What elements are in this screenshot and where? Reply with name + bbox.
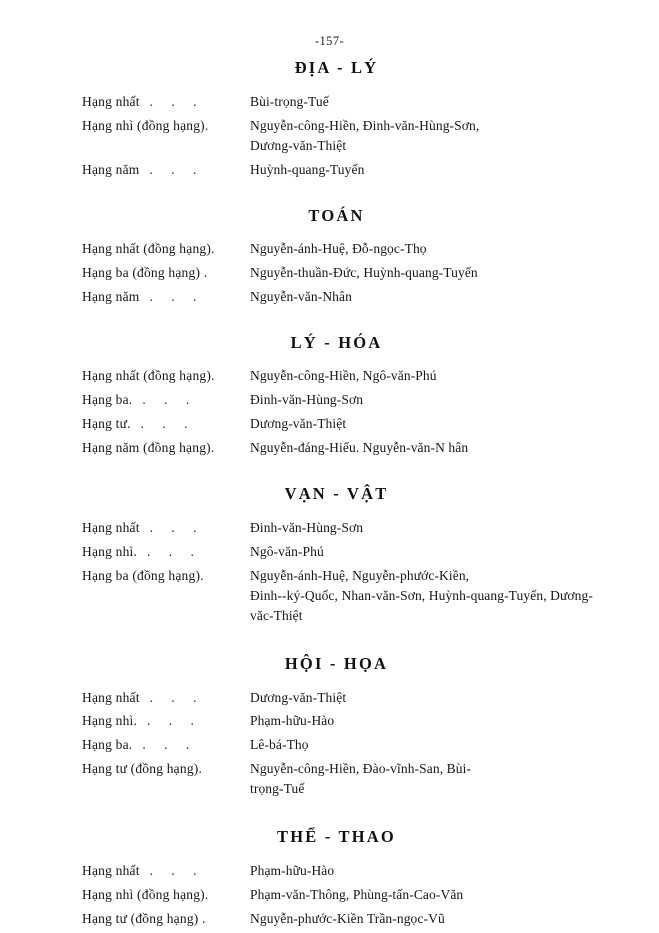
names-line: Đinh-văn-Hùng-Sơn [250,519,364,535]
names-line: Dương-văn-Thiệt [250,689,347,705]
rank-row [0,735,659,755]
rank-row [0,366,659,386]
rank-label [82,438,250,458]
rank-text: Hạng nhì (đồng hạng). [82,117,209,133]
rank-row [0,518,659,538]
rank-text: Hạng tư (đồng hạng) . [82,911,206,927]
rank-row [0,239,659,259]
rank-text: Hạng tư (đồng hạng). [82,761,203,777]
rank-names [250,92,659,112]
rank-names [250,287,659,307]
names-line: Nguyễn-công-Hiền, Đào-vĩnh-San, Bùi- [250,761,472,777]
rank-names [250,366,659,386]
rank-text: Hạng ba (đồng hạng) . [82,264,208,280]
rank-label [82,414,250,434]
names-line: Phạm-hữu-Hào [250,713,335,729]
rank-label [82,711,250,731]
names-line: Dương-văn-Thiệt [250,415,347,431]
rank-row [0,566,659,626]
names-line: Bùi-trọng-Tuế [250,94,329,109]
rank-label [82,566,250,586]
section-heading: THỂ - THAO [277,827,396,847]
rank-text: Hạng năm (đồng hạng). [82,439,215,455]
names-line: Nguyễn-văn-Nhân [250,288,352,304]
rank-label [82,885,250,905]
rank-names [250,518,659,538]
names-line: Nguyễn-phước-Kiền Trần-ngọc-Vũ [250,911,445,927]
rank-names [250,885,659,905]
rank-names [250,542,659,562]
names-continuation: trọng-Tuế [250,781,305,797]
rank-text: Hạng nhất [82,863,140,879]
rank-names [250,160,659,180]
rank-text: Hạng tư. [82,415,131,431]
section-heading: VẠN - VẬT [284,483,389,503]
names-line: Phạm-văn-Thông, Phùng-tấn-Cao-Văn [250,887,464,903]
rank-label [82,735,250,755]
rank-row [0,390,659,410]
rank-row [0,287,659,307]
rank-text: Hạng nhì. [82,713,138,729]
names-line: Đinh-văn-Hùng-Sơn [250,391,364,407]
section-heading: ĐỊA - LÝ [294,58,379,77]
rank-names [250,759,659,799]
rank-label [82,688,250,708]
rank-row [0,711,659,731]
leader-dots: . . . [147,543,202,559]
rank-label [82,160,250,180]
names-continuation: Đinh--ký-Quốc, Nhan-văn-Sơn, Huỳnh-quang-Tuyến, Dương-văc-Thiệt [250,587,593,623]
section-ly-hoa [0,333,659,458]
names-line: Ngô-văn-Phú [250,543,324,559]
section-dia-ly [0,58,659,180]
names-continuation: Dương-văn-Thiệt [250,137,347,153]
rank-rows [0,518,659,626]
rank-text: Hạng nhất [82,94,140,109]
leader-dots: . . . [149,519,205,535]
rank-row [0,861,659,881]
leader-dots: . . . [142,391,197,407]
names-line: Huỳnh-quang-Tuyến [250,161,365,177]
rank-names [250,566,659,626]
rank-rows [0,861,659,929]
names-line: Nguyễn-ánh-Huệ, Đỗ-ngọc-Thọ [250,240,427,256]
rank-row [0,909,659,929]
rank-names [250,438,659,458]
section-heading: LÝ - HÓA [290,332,383,352]
rank-names [250,735,659,755]
leader-dots: . . . [149,863,205,879]
names-line: Nguyễn-công-Hiền, Đinh-văn-Hùng-Sơn, [250,117,480,133]
section-van-vat [0,484,659,626]
page-number: -157- [314,34,345,48]
rank-names [250,711,659,731]
section-hoi-hoa [0,654,659,800]
rank-row [0,116,659,156]
names-line: Nguyễn-ánh-Huệ, Nguyễn-phước-Kiền, [250,567,470,583]
rank-label [82,263,250,283]
rank-names [250,390,659,410]
rank-text: Hạng nhì (đồng hạng). [82,887,209,903]
leader-dots: . . . [140,415,196,431]
names-line: Lê-bá-Thọ [250,737,309,753]
rank-row [0,263,659,283]
rank-names [250,263,659,283]
rank-rows [0,92,659,180]
rank-row [0,759,659,799]
rank-text: Hạng nhì. [82,543,138,559]
rank-label [82,92,250,112]
rank-text: Hạng nhất [82,519,140,535]
section-heading: HỘI - HỌA [284,653,389,673]
rank-names [250,861,659,881]
rank-label [82,542,250,562]
names-line: Nguyễn-đáng-Hiếu. Nguyễn-văn-N hân [250,439,469,455]
rank-row [0,542,659,562]
rank-label [82,518,250,538]
rank-text: Hạng năm [82,288,140,304]
names-line: Nguyễn-công-Hiền, Ngô-văn-Phú [250,367,437,383]
rank-label [82,287,250,307]
rank-rows [0,688,659,800]
rank-row [0,438,659,458]
rank-text: Hạng ba (đồng hạng). [82,567,204,583]
leader-dots: . . . [142,737,197,753]
rank-row [0,160,659,180]
rank-label [82,861,250,881]
rank-rows [0,239,659,307]
leader-dots: . . . [149,161,204,177]
rank-row [0,688,659,708]
rank-rows [0,366,659,458]
rank-label [82,239,250,259]
leader-dots: . . . [149,288,204,304]
award-list-body [0,58,659,933]
rank-row [0,885,659,905]
rank-label [82,366,250,386]
rank-row [0,414,659,434]
rank-text: Hạng ba. [82,391,133,407]
rank-names [250,909,659,929]
names-line: Nguyễn-thuần-Đức, Huỳnh-quang-Tuyến [250,264,478,280]
leader-dots: . . . [147,713,202,729]
leader-dots: . . . [149,689,205,705]
rank-names [250,688,659,708]
section-the-thao [0,827,659,929]
rank-names [250,116,659,156]
rank-names [250,239,659,259]
rank-label [82,390,250,410]
rank-label [82,759,250,779]
section-toan [0,206,659,307]
rank-label [82,116,250,136]
rank-text: Hạng nhất (đồng hạng). [82,240,215,256]
rank-text: Hạng năm [82,161,140,177]
rank-names [250,414,659,434]
leader-dots: . . . [149,94,205,109]
rank-text: Hạng nhất [82,689,140,705]
section-heading: TOÁN [308,205,365,225]
rank-text: Hạng ba. [82,737,133,753]
rank-row [0,92,659,112]
names-line: Phạm-hữu-Hào [250,863,335,879]
rank-text: Hạng nhất (đồng hạng). [82,367,215,383]
rank-label [82,909,250,929]
